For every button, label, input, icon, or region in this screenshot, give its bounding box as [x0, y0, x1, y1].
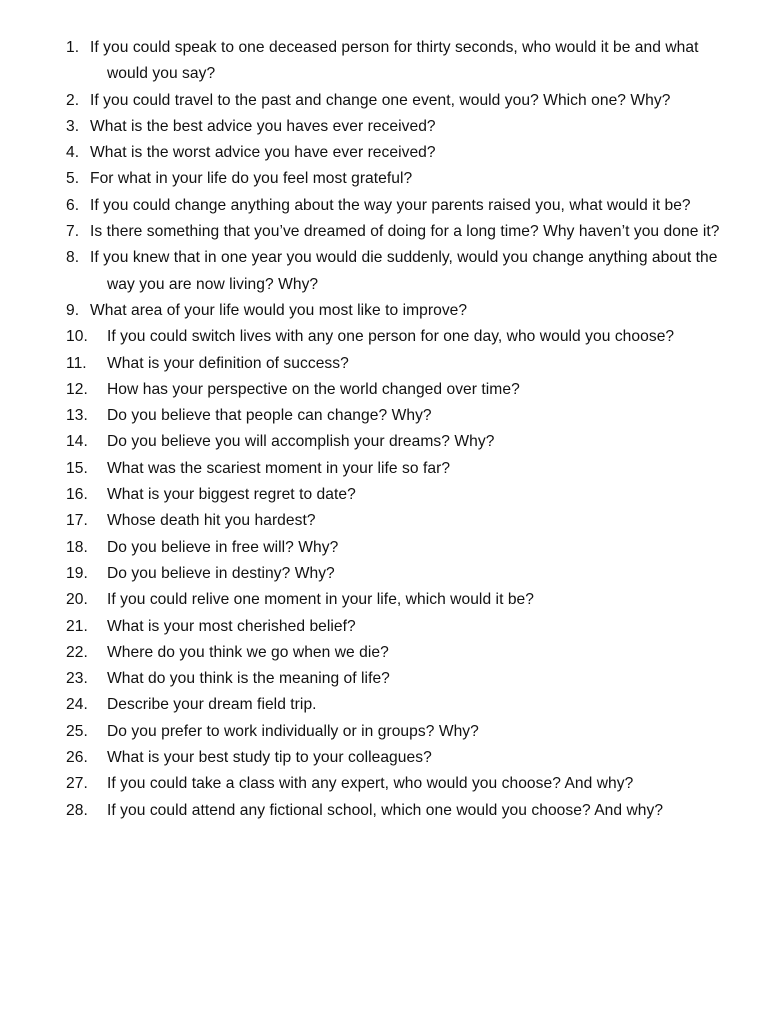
- list-item: [66, 140, 726, 166]
- item-number: 25.: [66, 722, 88, 740]
- list-item: [66, 482, 726, 508]
- item-text: What is the best advice you haves ever received?: [90, 117, 436, 135]
- item-number: 19.: [66, 564, 88, 582]
- item-text: What is your biggest regret to date?: [107, 486, 356, 504]
- item-number: 26.: [66, 749, 88, 767]
- item-number: 8.: [66, 249, 80, 267]
- item-number: 17.: [66, 512, 88, 530]
- item-text: What was the scariest moment in your life so far?: [107, 459, 451, 477]
- item-number: 10.: [66, 328, 88, 346]
- item-number: 28.: [66, 801, 88, 819]
- item-number: 22.: [66, 643, 88, 661]
- item-text: Describe your dream field trip.: [107, 696, 317, 714]
- list-item: [66, 666, 726, 692]
- item-number: 27.: [66, 775, 88, 793]
- list-item: [66, 35, 726, 88]
- item-number: 7.: [66, 223, 80, 241]
- item-text: How has your perspective on the world changed over time?: [107, 380, 520, 398]
- item-text: What is your best study tip to your colleagues?: [107, 749, 432, 767]
- list-item: [66, 561, 726, 587]
- list-item: [66, 114, 726, 140]
- list-item: [66, 614, 726, 640]
- item-number: 2.: [66, 91, 80, 109]
- item-text: If you could switch lives with any one person for one day, who would you choose?: [107, 328, 675, 346]
- item-text: Do you prefer to work individually or in groups? Why?: [107, 722, 479, 740]
- list-item: [66, 508, 726, 534]
- list-item: [66, 193, 726, 219]
- item-number: 23.: [66, 670, 88, 688]
- item-number: 9.: [66, 301, 80, 319]
- item-number: 15.: [66, 459, 88, 477]
- list-item: [66, 219, 726, 245]
- item-text: For what in your life do you feel most grateful?: [90, 170, 413, 188]
- list-item: [66, 88, 726, 114]
- list-item: [66, 298, 726, 324]
- list-item: [66, 456, 726, 482]
- item-text: If you knew that in one year you would die suddenly, would you change anything about the way you are now living? Why?: [90, 249, 718, 293]
- item-number: 6.: [66, 196, 80, 214]
- item-number: 24.: [66, 696, 88, 714]
- item-text: Do you believe in free will? Why?: [107, 538, 339, 556]
- item-text: Do you believe in destiny? Why?: [107, 564, 335, 582]
- list-item: [66, 166, 726, 192]
- item-text: Is there something that you’ve dreamed of doing for a long time? Why haven’t you done it?: [90, 223, 720, 241]
- item-number: 21.: [66, 617, 88, 635]
- item-number: 4.: [66, 144, 80, 162]
- item-text: What area of your life would you most like to improve?: [90, 301, 468, 319]
- item-number: 13.: [66, 407, 88, 425]
- list-item: [66, 640, 726, 666]
- item-text: If you could attend any fictional school, which one would you choose? And why?: [107, 801, 664, 819]
- list-item: [66, 324, 726, 350]
- list-item: [66, 403, 726, 429]
- list-item: [66, 692, 726, 718]
- item-number: 12.: [66, 380, 88, 398]
- item-text: If you could relive one moment in your life, which would it be?: [107, 591, 534, 609]
- list-item: [66, 771, 726, 797]
- item-text: Do you believe you will accomplish your dreams? Why?: [107, 433, 495, 451]
- item-number: 5.: [66, 170, 80, 188]
- question-list: [66, 35, 726, 824]
- item-text: What is the worst advice you have ever received?: [90, 144, 436, 162]
- item-text: Where do you think we go when we die?: [107, 643, 389, 661]
- item-text: What do you think is the meaning of life?: [107, 670, 390, 688]
- item-number: 20.: [66, 591, 88, 609]
- list-item: [66, 351, 726, 377]
- item-text: What is your most cherished belief?: [107, 617, 356, 635]
- item-number: 16.: [66, 486, 88, 504]
- item-text: Whose death hit you hardest?: [107, 512, 316, 530]
- list-item: [66, 535, 726, 561]
- item-text: If you could change anything about the way your parents raised you, what would it be?: [90, 196, 691, 214]
- item-text: If you could take a class with any expert, who would you choose? And why?: [107, 775, 634, 793]
- item-text: Do you believe that people can change? Why?: [107, 407, 432, 425]
- list-item: [66, 587, 726, 613]
- list-item: [66, 377, 726, 403]
- item-number: 11.: [66, 354, 87, 372]
- list-item: [66, 429, 726, 455]
- list-item: [66, 745, 726, 771]
- list-item: [66, 719, 726, 745]
- item-number: 14.: [66, 433, 88, 451]
- list-item: [66, 245, 726, 298]
- item-text: What is your definition of success?: [107, 354, 349, 372]
- item-text: If you could travel to the past and change one event, would you? Which one? Why?: [90, 91, 671, 109]
- item-text: If you could speak to one deceased person for thirty seconds, who would it be and what would you say?: [90, 39, 699, 83]
- list-item: [66, 798, 726, 824]
- item-number: 1.: [66, 39, 80, 56]
- item-number: 3.: [66, 117, 80, 135]
- item-number: 18.: [66, 538, 88, 556]
